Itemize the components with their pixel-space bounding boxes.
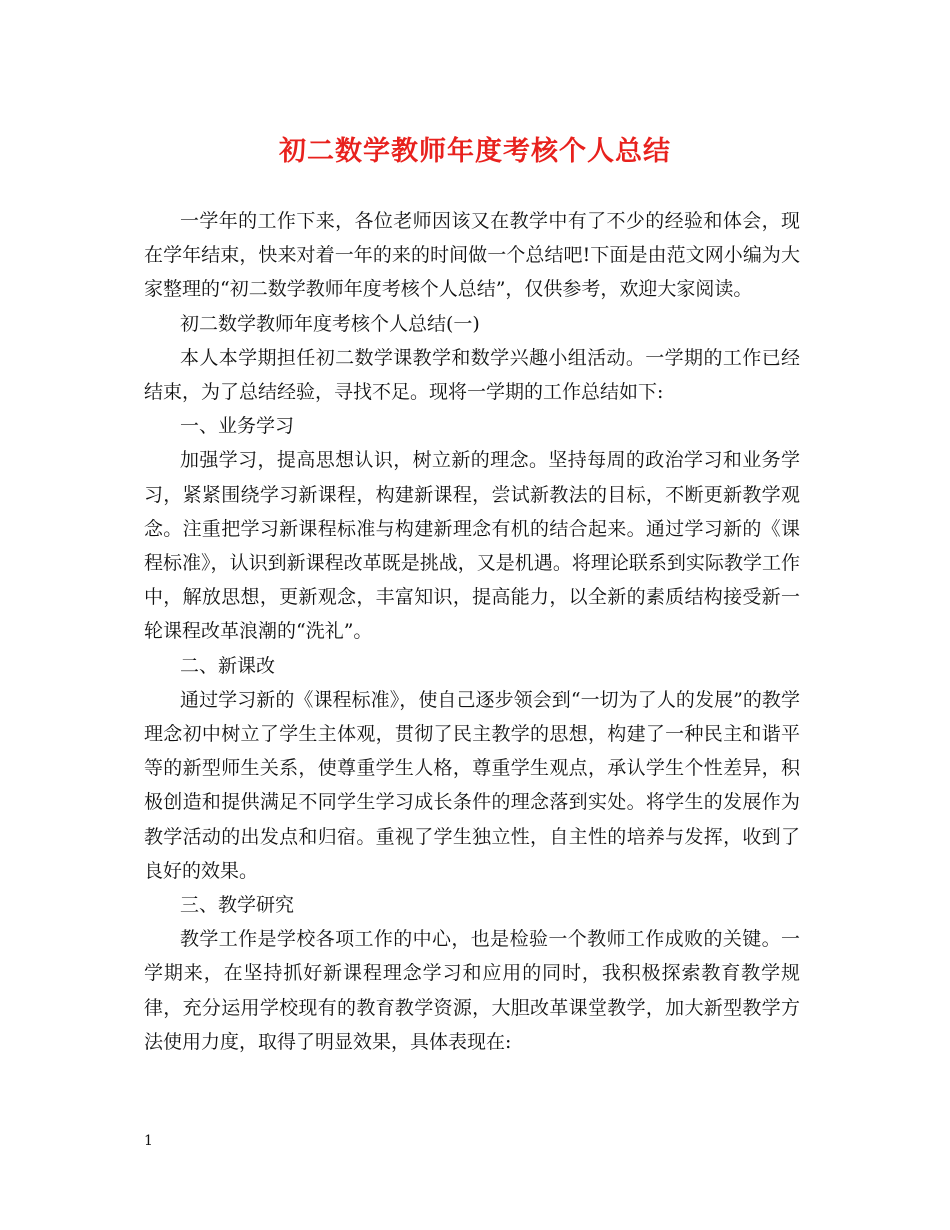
- section-heading-business-study: 一、业务学习: [180, 415, 295, 438]
- document-title: 初二数学教师年度考核个人总结: [279, 136, 671, 167]
- teaching-research-paragraph: 教学工作是学校各项工作的中心，也是检验一个教师工作成败的关键。一学期来，在坚持抓好新课程理念学习和应用的同时，我积极探索教育教学规律，充分运用学校现有的教育教学资源，大胆改革课堂教学，加大新型教学方法使用力度，取得了明显效果，具体表现在:: [144, 928, 800, 1053]
- section-heading-new-curriculum: 二、新课改: [180, 654, 276, 677]
- new-curriculum-paragraph: 通过学习新的《课程标准》，使自己逐步领会到“一切为了人的发展”的教学理念初中树立了学生主体观，贯彻了民主教学的思想，构建了一种民主和谐平等的新型师生关系，使尊重学生人格，尊重学生观点，承认学生个性差异，积极创造和提供满足不同学生学习成长条件的理念落到实处。将学生的发展作为教学活动的出发点和归宿。重视了学生独立性，自主性的培养与发挥，收到了良好的效果。: [144, 688, 800, 882]
- page-number: 1: [144, 1133, 153, 1149]
- intro-paragraph: 一学年的工作下来，各位老师因该又在教学中有了不少的经验和体会，现在学年结束，快来对着一年的来的时间做一个总结吧!下面是由范文网小编为大家整理的“初二数学教师年度考核个人总结”，仅供参考，欢迎大家阅读。: [144, 210, 800, 301]
- summary-intro-paragraph: 本人本学期担任初二数学课教学和数学兴趣小组活动。一学期的工作已经结束，为了总结经验，寻找不足。现将一学期的工作总结如下:: [144, 346, 800, 404]
- business-study-paragraph: 加强学习，提高思想认识，树立新的理念。坚持每周的政治学习和业务学习，紧紧围绕学习新课程，构建新课程，尝试新教法的目标，不断更新教学观念。注重把学习新课程标准与构建新理念有机的结合起来。通过学习新的《课程标准》，认识到新课程改革既是挑战，又是机遇。将理论联系到实际教学工作中，解放思想，更新观念，丰富知识，提高能力，以全新的素质结构接受新一轮课程改革浪潮的“洗礼”。: [144, 449, 800, 643]
- section-heading-summary-one: 初二数学教师年度考核个人总结(一): [180, 312, 480, 335]
- document-body: [144, 204, 800, 1059]
- section-heading-teaching-research: 三、教学研究: [180, 894, 295, 917]
